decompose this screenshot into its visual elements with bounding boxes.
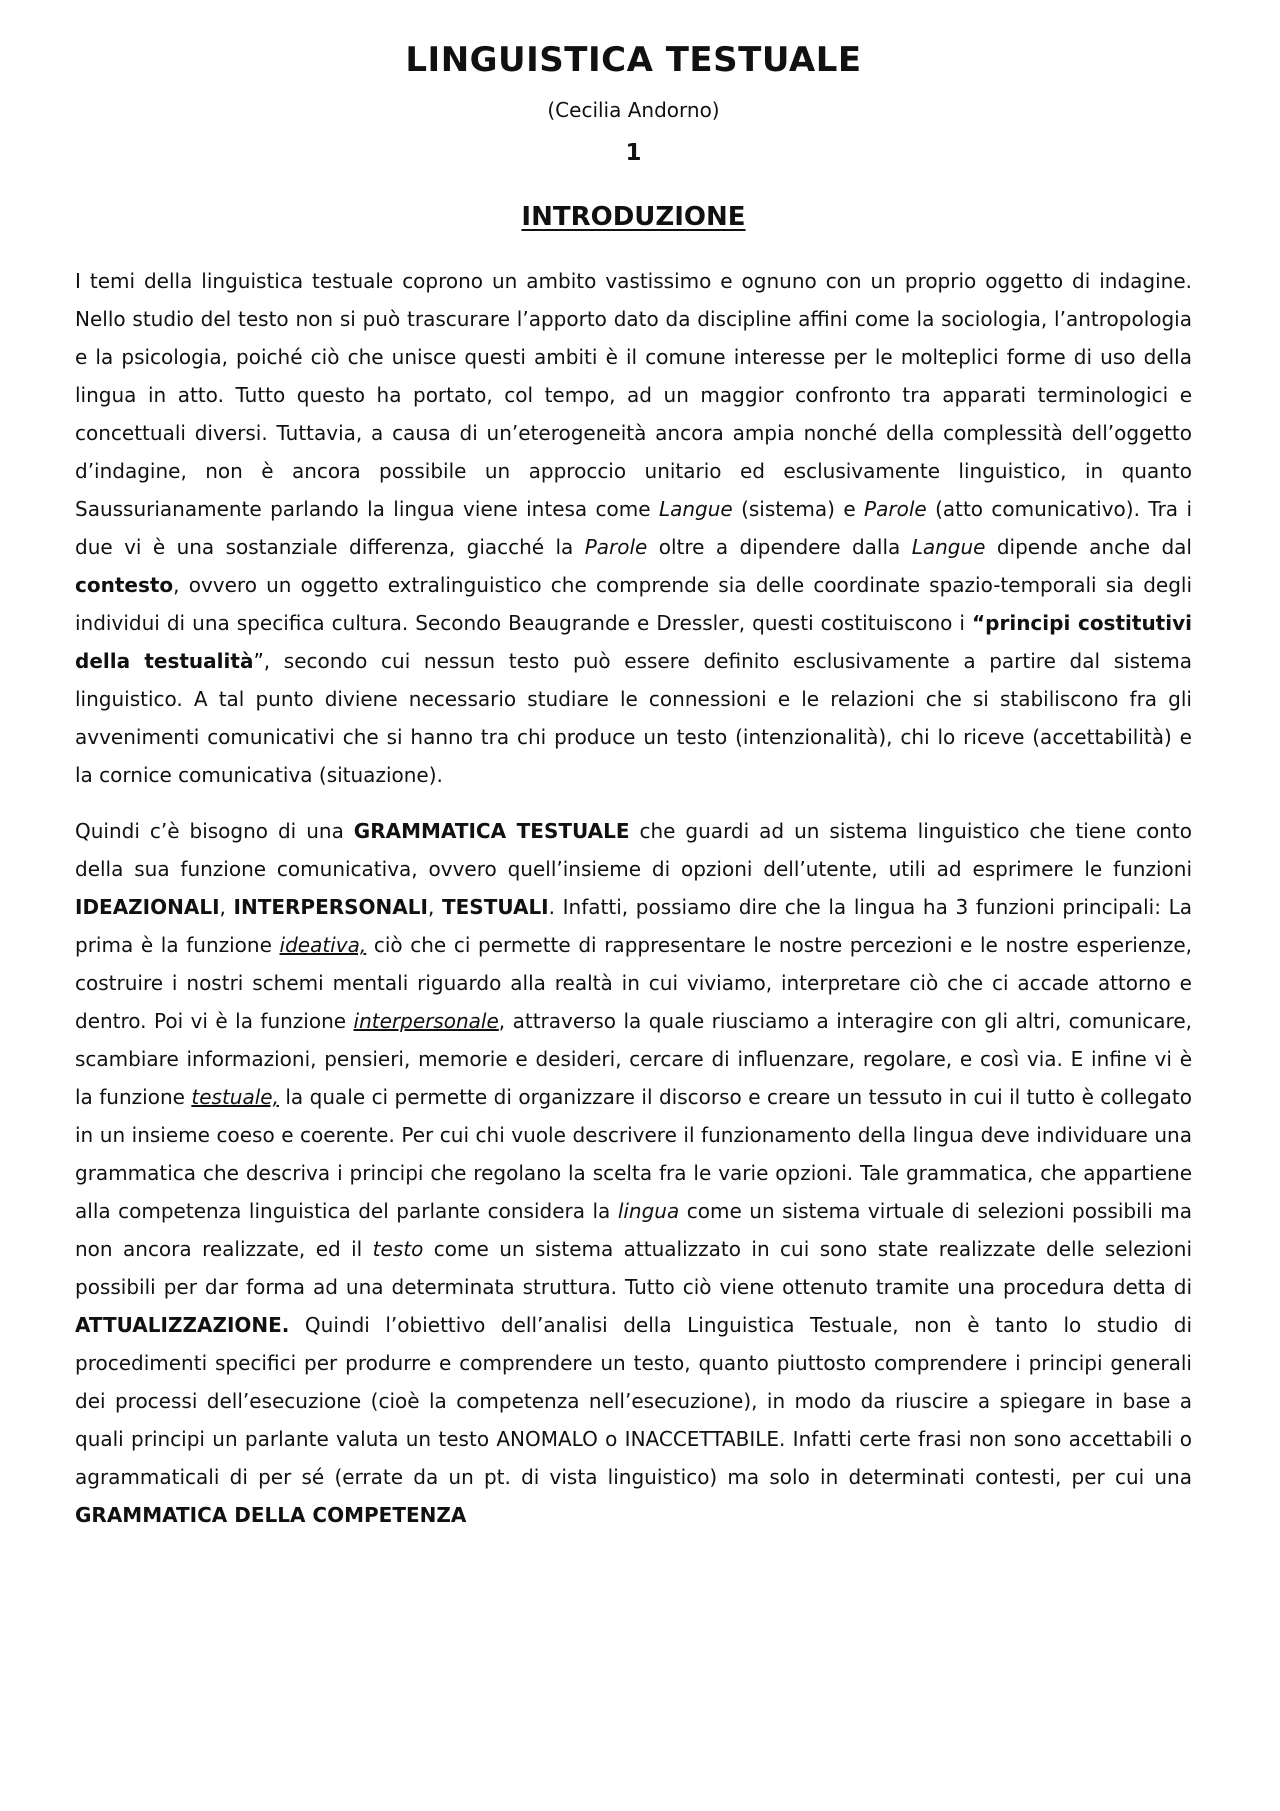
text-span: la quale ci permette di organizzare il discorso e creare un tessuto in cui il tutto è collegato in un insieme coeso e coerente. Per cui chi vuole descrivere il funzionamento della lingua deve individuare una grammatica che descriva i principi che regolano la scelta fra le varie opzioni. Tale grammatica, che appartiene alla competenza linguistica del parlante considera la	[75, 1085, 1192, 1223]
text-span: , attraverso la quale riusciamo a interagire con gli altri, comunicare, scambiare informazioni, pensieri, memorie e desideri, cercare di influenzare, regolare, e così via. E infine vi è la funzione	[75, 1009, 1192, 1109]
text-span: come un sistema attualizzato in cui sono state realizzate delle selezioni possibili per dar forma ad una determinata struttura. Tutto ciò viene ottenuto tramite una procedura detta di	[75, 1237, 1193, 1299]
term-grammatica-competenza: GRAMMATICA DELLA COMPETENZA	[75, 1503, 467, 1527]
paragraph-intro	[75, 262, 1192, 794]
section-title: INTRODUZIONE	[521, 202, 746, 232]
term-contesto: contesto	[75, 573, 174, 597]
term-principi-costitutivi: “principi costitutivi della testualità	[75, 611, 1192, 673]
text-span: Quindi c’è bisogno di una	[75, 819, 354, 843]
term-testo: testo	[372, 1237, 424, 1261]
term-attualizzazione: ATTUALIZZAZIONE.	[75, 1313, 290, 1337]
text-span: I temi della linguistica testuale coprono un ambito vastissimo e ognuno con un proprio oggetto di indagine. Nello studio del testo non si può trascurare l’apporto dato da discipline affini come la sociologia, l’antropologia e la psicologia, poiché ciò che unisce questi ambiti è il comune interesse per le molteplici forme di uso della lingua in atto. Tutto questo ha portato, col tempo, ad un maggior confronto tra apparati terminologici e concettuali diversi. Tuttavia, a causa di un’eterogeneità ancora ampia nonché della complessità dell’oggetto d’indagine, non è ancora possibile un approccio unitario ed esclusivamente linguistico, in quanto Saussurianamente parlando la lingua viene intesa come	[75, 269, 1192, 521]
text-span: come un sistema virtuale di selezioni possibili ma non ancora realizzate, ed il	[75, 1199, 1192, 1261]
text-span: ,	[427, 895, 442, 919]
term-parole: Parole	[584, 535, 648, 559]
term-ideazionali: IDEAZIONALI	[75, 895, 220, 919]
text-span: ”, secondo cui nessun testo può essere definito esclusivamente a partire dal sistema linguistico. A tal punto diviene necessario studiare le connessioni e le relazioni che si stabiliscono fra gli avvenimenti comunicativi che si hanno tra chi produce un testo (intenzionalità), chi lo riceve (accettabilità) e la cornice comunicativa (situazione).	[75, 649, 1192, 787]
text-span: Quindi l’obiettivo dell’analisi della Linguistica Testuale, non è tanto lo studio di procedimenti specifici per produrre e comprendere un testo, quanto piuttosto comprendere i principi generali dei processi dell’esecuzione (cioè la competenza nell’esecuzione), in modo da riuscire a spiegare in base a quali principi un parlante valuta un testo ANOMALO o INACCETTABILE. Infatti certe frasi non sono accettabili o agrammaticali di per sé (errate da un pt. di vista linguistico) ma solo in determinati contesti, per cui una	[75, 1313, 1192, 1489]
term-interpersonali: INTERPERSONALI	[233, 895, 428, 919]
text-span: . Infatti, possiamo dire che la lingua ha 3 funzioni principali: La prima è la funzione	[75, 895, 1192, 957]
chapter-number: 1	[625, 140, 642, 166]
text-span: dipende anche dal	[985, 535, 1192, 559]
text-span: oltre a dipendere dalla	[647, 535, 912, 559]
text-span: che guardi ad un sistema linguistico che tiene conto della sua funzione comunicativa, ovvero quell’insieme di opzioni dell’utente, utili ad esprimere le funzioni	[75, 819, 1192, 881]
term-langue: Langue	[658, 497, 733, 521]
document-title: LINGUISTICA TESTUALE	[405, 40, 862, 80]
text-span: (sistema) e	[732, 497, 865, 521]
text-span: ciò che ci permette di rappresentare le nostre percezioni e le nostre esperienze, costruire i nostri schemi mentali riguardo alla realtà in cui viviamo, interpretare ciò che ci accade attorno e dentro. Poi vi è la funzione	[75, 933, 1192, 1033]
term-interpersonale: interpersonale	[353, 1009, 499, 1033]
term-lingua: lingua	[617, 1199, 680, 1223]
text-span: , ovvero un oggetto extralinguistico che comprende sia delle coordinate spazio-temporali sia degli individui di una specifica cultura. Secondo Beaugrande e Dressler, questi costituiscono i	[75, 573, 1192, 635]
document-author: (Cecilia Andorno)	[547, 98, 720, 122]
term-parole: Parole	[864, 497, 927, 521]
paragraph-grammatica	[75, 812, 1192, 1534]
term-grammatica-testuale: GRAMMATICA TESTUALE	[353, 819, 630, 843]
term-testuali: TESTUALI	[441, 895, 549, 919]
text-span: ,	[219, 895, 234, 919]
term-langue: Langue	[911, 535, 986, 559]
term-testuale: testuale,	[191, 1085, 279, 1109]
text-span: (atto comunicativo). Tra i due vi è una sostanziale differenza, giacché la	[75, 497, 1193, 559]
term-ideativa: ideativa,	[279, 933, 367, 957]
